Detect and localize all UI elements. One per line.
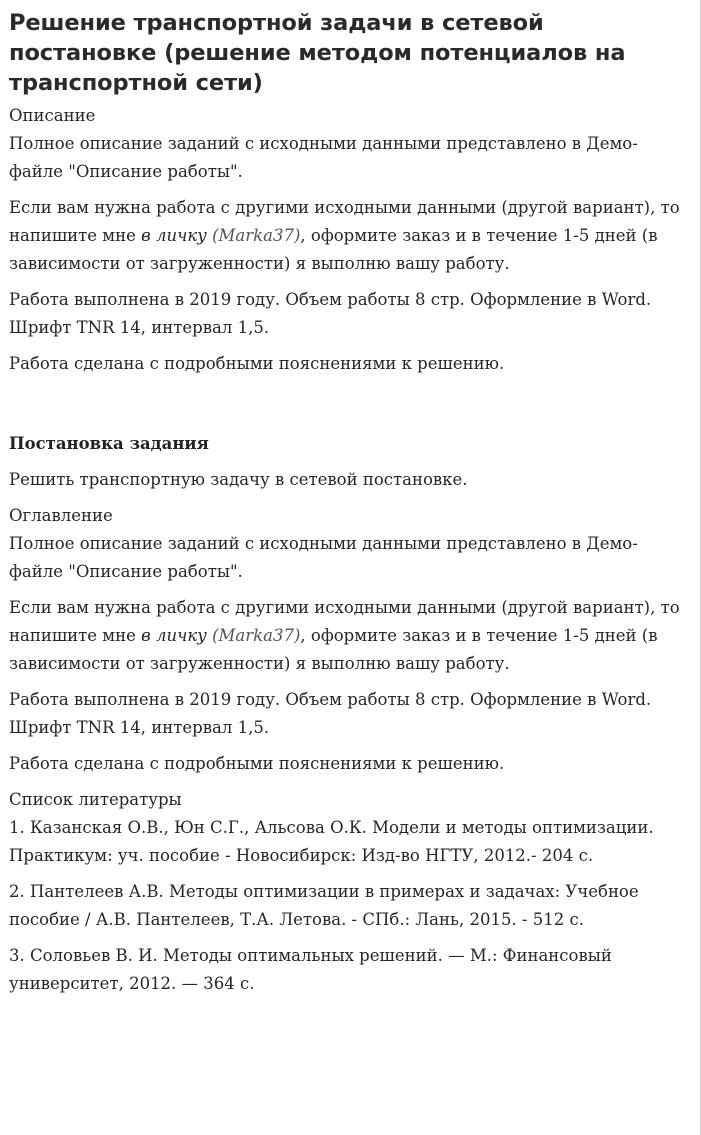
- task-heading: Постановка задания: [9, 434, 209, 453]
- description-work-info: Работа выполнена в 2019 году. Объем работы 8 стр. Оформление в Word. Шрифт TNR 14, интервал 1,5.: [9, 290, 652, 337]
- contents-heading: Оглавление: [9, 506, 113, 525]
- contents-order-text: [9, 594, 690, 678]
- contents-demo-text: Полное описание заданий с исходными данными представлено в Демо-файле "Описание работы".: [9, 534, 638, 581]
- literature-item: 1. Казанская О.В., Юн С.Г., Альсова О.К. Модели и методы оптимизации. Практикум: уч. пособие - Новосибирск: Изд-во НГТУ, 2012.- 204 с.: [9, 818, 654, 865]
- literature-item: 3. Соловьев В. И. Методы оптимальных решений. — М.: Финансовый университет, 2012. — 364 с.: [9, 946, 612, 993]
- literature-item: 2. Пантелеев А.В. Методы оптимизации в примерах и задачах: Учебное пособие / А.В. Пантелеев, Т.А. Летова. - СПб.: Лань, 2015. - 512 с.: [9, 882, 639, 929]
- author-link[interactable]: (Marka37): [212, 626, 301, 645]
- description-demo-text: Полное описание заданий с исходными данными представлено в Демо-файле "Описание работы".: [9, 134, 638, 181]
- order-emph: в личку: [141, 626, 213, 645]
- contents-explanations: Работа сделана с подробными пояснениями к решению.: [9, 754, 505, 773]
- description-section: [9, 102, 690, 378]
- author-link[interactable]: (Marka37): [212, 226, 301, 245]
- section-spacer: [9, 386, 690, 430]
- contents-section: [9, 502, 690, 778]
- description-heading: Описание: [9, 106, 96, 125]
- description-explanations: Работа сделана с подробными пояснениями к решению.: [9, 354, 505, 373]
- order-emph: в личку: [141, 226, 213, 245]
- description-order-text: [9, 194, 690, 278]
- order-suffix: , оформите заказ и в течение 1-5 дней (в зависимости от загруженности) я выполню вашу работу.: [9, 626, 658, 673]
- contents-work-info: Работа выполнена в 2019 году. Объем работы 8 стр. Оформление в Word. Шрифт TNR 14, интервал 1,5.: [9, 690, 652, 737]
- literature-heading: Список литературы: [9, 790, 182, 809]
- task-section: [9, 430, 690, 494]
- order-prefix: Если вам нужна работа с другими исходными данными (другой вариант), то напишите мне: [9, 198, 680, 245]
- order-suffix: , оформите заказ и в течение 1-5 дней (в зависимости от загруженности) я выполню вашу работу.: [9, 226, 658, 273]
- page-title: Решение транспортной задачи в сетевой постановке (решение методом потенциалов на транспортной сети): [9, 10, 626, 96]
- order-prefix: Если вам нужна работа с другими исходными данными (другой вариант), то напишите мне: [9, 598, 680, 645]
- task-text: Решить транспортную задачу в сетевой постановке.: [9, 470, 468, 489]
- literature-section: [9, 786, 690, 998]
